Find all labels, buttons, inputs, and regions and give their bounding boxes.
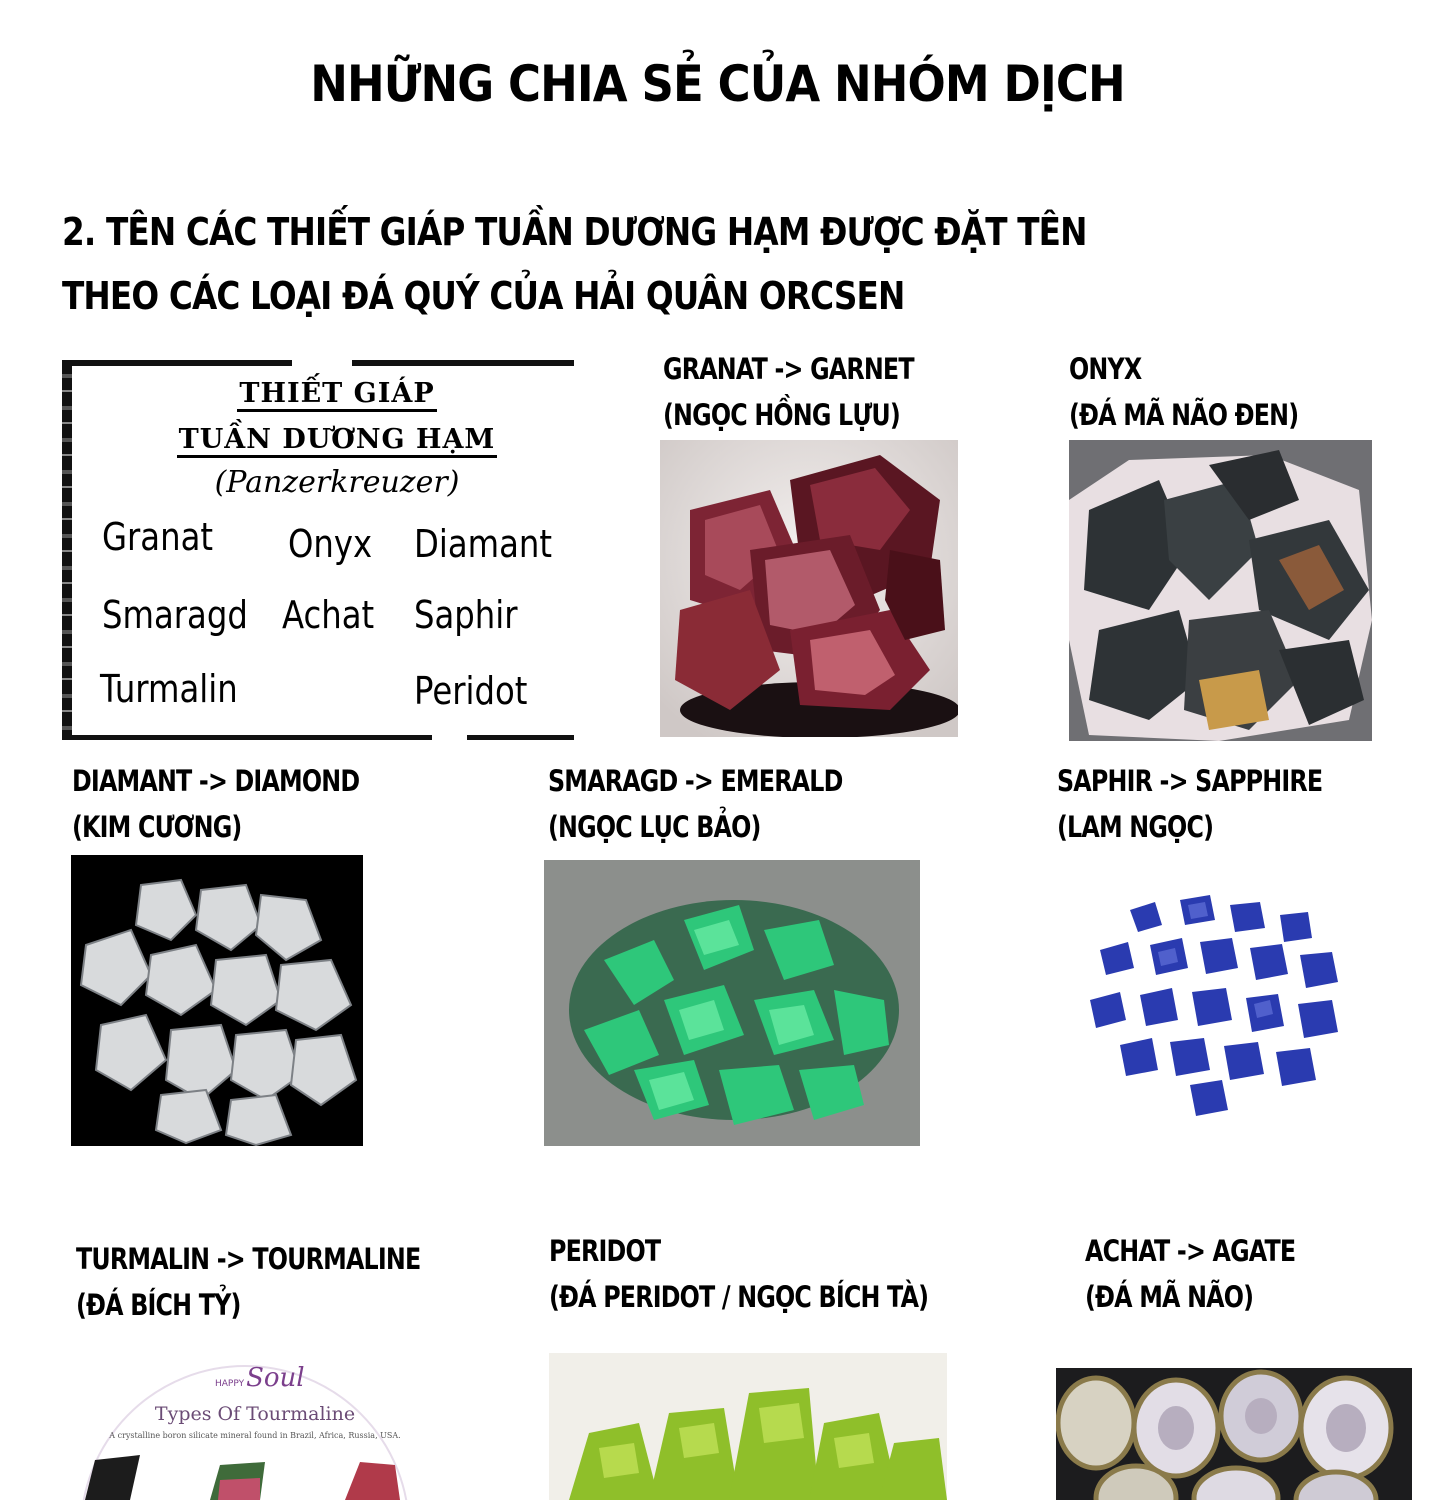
tourmaline-crystals-icon <box>70 1450 420 1500</box>
ship-name: Smaragd <box>102 593 248 637</box>
ship-name: Saphir <box>414 593 518 637</box>
panel-border <box>62 735 432 740</box>
sapphire-photo <box>1070 880 1360 1130</box>
poster-title: Types Of Tourmaline <box>154 1403 356 1425</box>
gem-title: ONYX (ĐÁ MÃ NÃO ĐEN) <box>1069 352 1299 432</box>
emerald-photo <box>544 860 920 1146</box>
gem-title: TURMALIN -> TOURMALINE (ĐÁ BÍCH TỶ) <box>76 1242 421 1322</box>
ship-name: Diamant <box>414 522 553 566</box>
ship-name: Peridot <box>414 669 528 713</box>
agate-photo <box>1056 1368 1412 1500</box>
panel-border <box>467 735 574 740</box>
panel-heading: TUẦN DƯƠNG HẠM <box>152 424 522 455</box>
tourmaline-poster <box>70 1355 420 1500</box>
poster-description: A crystalline boron silicate mineral found in Brazil, Africa, Russia, USA. <box>109 1431 401 1440</box>
gem-title: GRANAT -> GARNET (NGỌC HỒNG LỰU) <box>663 352 914 432</box>
gem-title: SAPHIR -> SAPPHIRE (LAM NGỌC) <box>1057 764 1323 844</box>
gem-title: DIAMANT -> DIAMOND (KIM CƯƠNG) <box>72 764 360 844</box>
panel-border <box>352 360 574 366</box>
page-title: NHỮNG CHIA SẺ CỦA NHÓM DỊCH <box>310 55 1125 113</box>
section-heading <box>62 200 1087 328</box>
panel-subtitle: (Panzerkreuzer) <box>214 465 460 500</box>
section-heading-line-1: 2. TÊN CÁC THIẾT GIÁP TUẦN DƯƠNG HẠM ĐƯỢC ĐẶT TÊN <box>62 210 1087 254</box>
panel-border <box>62 360 292 366</box>
ship-name: Turmalin <box>100 667 238 711</box>
ship-name: Granat <box>102 515 214 559</box>
panel-heading: THIẾT GIÁP <box>152 378 522 409</box>
garnet-photo <box>660 440 958 737</box>
diamond-photo <box>71 855 363 1146</box>
peridot-photo <box>549 1353 947 1500</box>
gem-title: SMARAGD -> EMERALD (NGỌC LỤC BẢO) <box>548 764 843 844</box>
gem-title: ACHAT -> AGATE (ĐÁ MÃ NÃO) <box>1085 1234 1296 1314</box>
poster-brand: HAPPYSoul <box>215 1363 305 1393</box>
ship-name: Onyx <box>288 522 373 566</box>
cruiser-list-panel <box>62 360 574 740</box>
onyx-photo <box>1069 440 1372 741</box>
section-heading-line-2: THEO CÁC LOẠI ĐÁ QUÝ CỦA HẢI QUÂN ORCSEN <box>62 274 905 318</box>
gem-title: PERIDOT (ĐÁ PERIDOT / NGỌC BÍCH TÀ) <box>549 1234 929 1314</box>
ship-name: Achat <box>282 593 375 637</box>
panel-border <box>62 360 72 740</box>
